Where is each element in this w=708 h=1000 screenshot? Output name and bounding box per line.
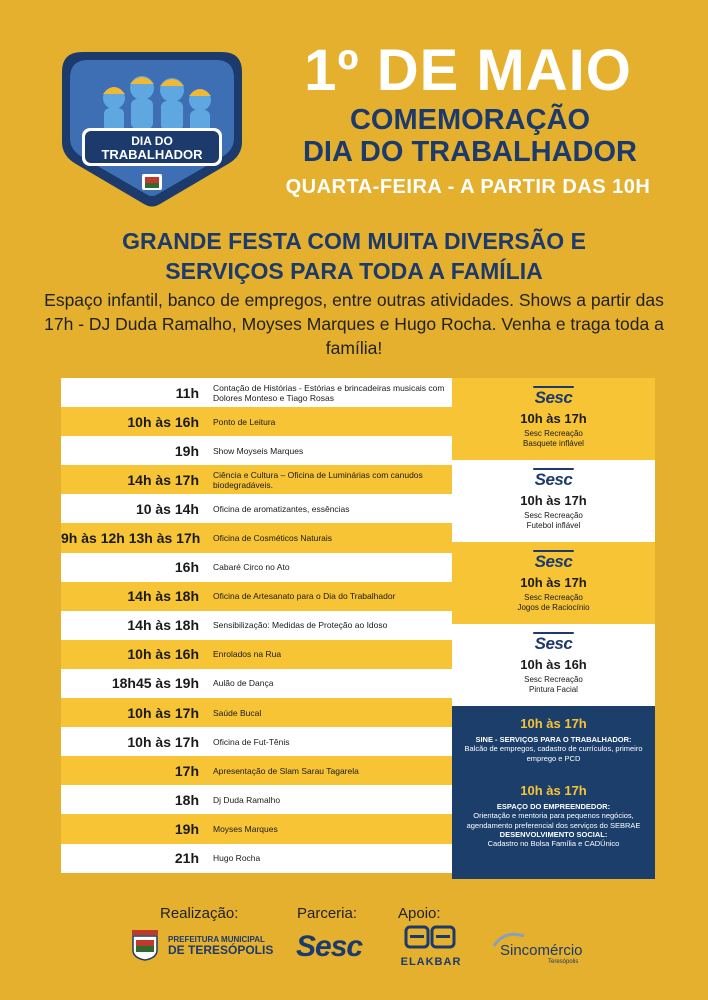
sincomercio-sub: Teresópolis bbox=[548, 959, 579, 965]
schedule-table bbox=[61, 378, 452, 873]
schedule-time: 19h bbox=[174, 820, 199, 837]
coat-of-arms-icon bbox=[128, 928, 162, 962]
schedule-time: 18h45 às 19h bbox=[111, 675, 199, 692]
empreendedor-text: Orientação e mentoria para pequenos negócios, agendamento preferencial dos serviços do SEBRAE bbox=[466, 811, 641, 830]
intro-text: Espaço infantil, banco de empregos, entre outras atividades. Shows a partir das 17h - DJ Duda Ramalho, Moyses Marques e Hugo Rocha. Venha e traga toda a família! bbox=[44, 290, 664, 358]
schedule-row bbox=[61, 814, 452, 843]
schedule-time: 14h às 17h bbox=[127, 471, 199, 488]
elakbar-text: ELAKBAR bbox=[400, 956, 462, 968]
schedule-row bbox=[61, 785, 452, 814]
schedule-row bbox=[61, 582, 452, 611]
services-box bbox=[452, 706, 655, 879]
schedule-activity: Dj Duda Ramalho bbox=[213, 794, 281, 805]
schedule-activity: Ciência e Cultura – Oficina de Luminárias com canudos biodegradáveis. bbox=[213, 469, 423, 490]
sine-heading: SINE - SERVIÇOS PARA O TRABALHADOR: bbox=[475, 735, 632, 744]
schedule-time: 10h às 17h bbox=[127, 704, 199, 721]
schedule-row bbox=[61, 640, 452, 669]
schedule-row bbox=[61, 494, 452, 523]
sesc-time: 10h às 17h bbox=[520, 411, 587, 426]
schedule-row bbox=[61, 727, 452, 756]
sesc-desc-line2: Basquete inflável bbox=[523, 439, 584, 448]
schedule-time: 16h bbox=[174, 559, 199, 576]
empreendedor-heading: ESPAÇO DO EMPREENDEDOR: bbox=[496, 802, 611, 811]
sesc-time: 10h às 17h bbox=[520, 493, 587, 508]
schedule-activity: Oficina de Cosméticos Naturais bbox=[213, 533, 333, 544]
badge-emblem bbox=[52, 46, 252, 211]
dia-do-trabalhador-badge bbox=[52, 46, 252, 211]
sincomercio-logo bbox=[490, 928, 590, 973]
realizacao-label: Realização: bbox=[160, 905, 239, 922]
event-date: QUARTA-FEIRA - A PARTIR DAS 10H bbox=[285, 176, 651, 198]
schedule-activity: Oficina de aromatizantes, essências bbox=[213, 503, 350, 514]
prefeitura-line2: DE TERESÓPOLIS bbox=[168, 943, 274, 957]
sesc-desc-line2: Pintura Facial bbox=[529, 685, 578, 694]
coat-of-arms-icon bbox=[142, 174, 162, 190]
prefeitura-logo bbox=[128, 928, 273, 962]
schedule-time: 18h bbox=[174, 791, 199, 808]
badge-line2: TRABALHADOR bbox=[101, 147, 203, 162]
parceria-label: Parceria: bbox=[297, 905, 358, 922]
social-heading: DESENVOLVIMENTO SOCIAL: bbox=[499, 830, 608, 839]
prefeitura-text bbox=[168, 934, 273, 956]
schedule-activity: Oficina de Artesanato para o Dia do Trabalhador bbox=[213, 591, 396, 602]
schedule-row bbox=[61, 465, 452, 494]
schedule-activity: Aulão de Dança bbox=[213, 678, 274, 689]
elakbar-emblem-icon bbox=[396, 925, 466, 951]
elakbar-logo bbox=[396, 925, 466, 968]
headline bbox=[20, 226, 688, 286]
schedule-row bbox=[61, 844, 452, 873]
sine-time: 10h às 17h bbox=[520, 716, 587, 731]
schedule-activity: Enrolados na Rua bbox=[213, 649, 282, 660]
schedule-activity: Cabaré Circo no Ato bbox=[213, 562, 290, 573]
badge-line1: DIA DO bbox=[131, 134, 173, 148]
sesc-box-jogos bbox=[452, 542, 655, 624]
schedule-activity: Show Moyseis Marques bbox=[213, 445, 304, 456]
schedule-activity: Sensibilização: Medidas de Proteção ao Idoso bbox=[213, 620, 388, 631]
schedule-time: 10h às 16h bbox=[127, 646, 199, 663]
schedule-row bbox=[61, 669, 452, 698]
page-title: 1º DE MAIO bbox=[304, 38, 632, 103]
sesc-footer-logo: Sesc bbox=[296, 930, 363, 963]
sine-text: Balcão de empregos, cadastro de currículos, primeiro emprego e PCD bbox=[464, 744, 643, 763]
schedule-activity: Moyses Marques bbox=[213, 823, 278, 834]
schedule-activity: Oficina de Fut-Tênis bbox=[213, 736, 290, 747]
sesc-desc bbox=[524, 511, 583, 531]
schedule-row bbox=[61, 698, 452, 727]
schedule-time: 10h às 17h bbox=[127, 733, 199, 750]
schedule-time: 11h bbox=[175, 384, 199, 401]
sesc-box-pintura bbox=[452, 624, 655, 706]
schedule-time: 21h bbox=[174, 850, 199, 867]
sesc-desc-line2: Futebol inflável bbox=[526, 521, 581, 530]
subtitle-line-2: DIA DO TRABALHADOR bbox=[302, 136, 637, 168]
schedule-row bbox=[61, 523, 452, 552]
sesc-logo-icon: Sesc bbox=[534, 552, 573, 571]
sesc-box-basquete bbox=[452, 378, 655, 460]
apoio-label: Apoio: bbox=[398, 905, 441, 922]
sesc-box-futebol bbox=[452, 460, 655, 542]
schedule-time: 14h às 18h bbox=[127, 617, 199, 634]
sesc-desc-line1: Sesc Recreação bbox=[524, 593, 583, 602]
empreendedor-time: 10h às 17h bbox=[520, 783, 587, 798]
schedule-row bbox=[61, 553, 452, 582]
page-subtitle bbox=[240, 104, 700, 168]
sincomercio-text: Sincomércio bbox=[500, 942, 583, 959]
schedule-activity: Apresentação de Slam Sarau Tagarela bbox=[213, 765, 359, 776]
schedule-row bbox=[61, 756, 452, 785]
sesc-desc bbox=[524, 675, 583, 695]
schedule-activity: Contação de Histórias - Estórias e brincadeiras musicais com Dolores Monteso e Tiago Rosas bbox=[213, 382, 445, 403]
sesc-desc-line2: Jogos de Raciocínio bbox=[517, 603, 590, 612]
schedule-row bbox=[61, 436, 452, 465]
schedule-activity: Hugo Rocha bbox=[213, 853, 261, 864]
social-text: Cadastro no Bolsa Família e CADÚnico bbox=[487, 839, 620, 848]
headline-line-2: SERVIÇOS PARA TODA A FAMÍLIA bbox=[165, 258, 543, 284]
headline-line-1: GRANDE FESTA COM MUITA DIVERSÃO E bbox=[122, 228, 586, 254]
schedule-row bbox=[61, 378, 452, 407]
schedule-activity: Saúde Bucal bbox=[213, 707, 262, 718]
sesc-logo-icon: Sesc bbox=[534, 388, 573, 407]
sesc-desc-line1: Sesc Recreação bbox=[524, 429, 583, 438]
subtitle-line-1: COMEMORAÇÃO bbox=[349, 104, 591, 136]
sesc-desc-line1: Sesc Recreação bbox=[524, 511, 583, 520]
prefeitura-line1: PREFEITURA MUNICIPAL bbox=[168, 935, 265, 944]
services-column bbox=[452, 378, 655, 879]
sesc-logo-icon: Sesc bbox=[534, 470, 573, 489]
sesc-desc bbox=[523, 429, 584, 449]
schedule-row bbox=[61, 407, 452, 436]
schedule-time: 10h às 16h bbox=[127, 413, 199, 430]
schedule-time: 10 às 14h bbox=[135, 500, 199, 517]
sesc-time: 10h às 16h bbox=[520, 657, 587, 672]
sesc-desc-line1: Sesc Recreação bbox=[524, 675, 583, 684]
schedule-time: 17h bbox=[174, 762, 199, 779]
schedule-time: 19h bbox=[174, 442, 199, 459]
schedule-row bbox=[61, 611, 452, 640]
sesc-desc bbox=[517, 593, 589, 613]
schedule-time: 14h às 18h bbox=[127, 588, 199, 605]
sesc-logo-icon: Sesc bbox=[534, 634, 573, 653]
sesc-time: 10h às 17h bbox=[520, 575, 587, 590]
schedule-time: 9h às 12h 13h às 17h bbox=[61, 530, 201, 547]
schedule-activity: Ponto de Leitura bbox=[213, 416, 276, 427]
